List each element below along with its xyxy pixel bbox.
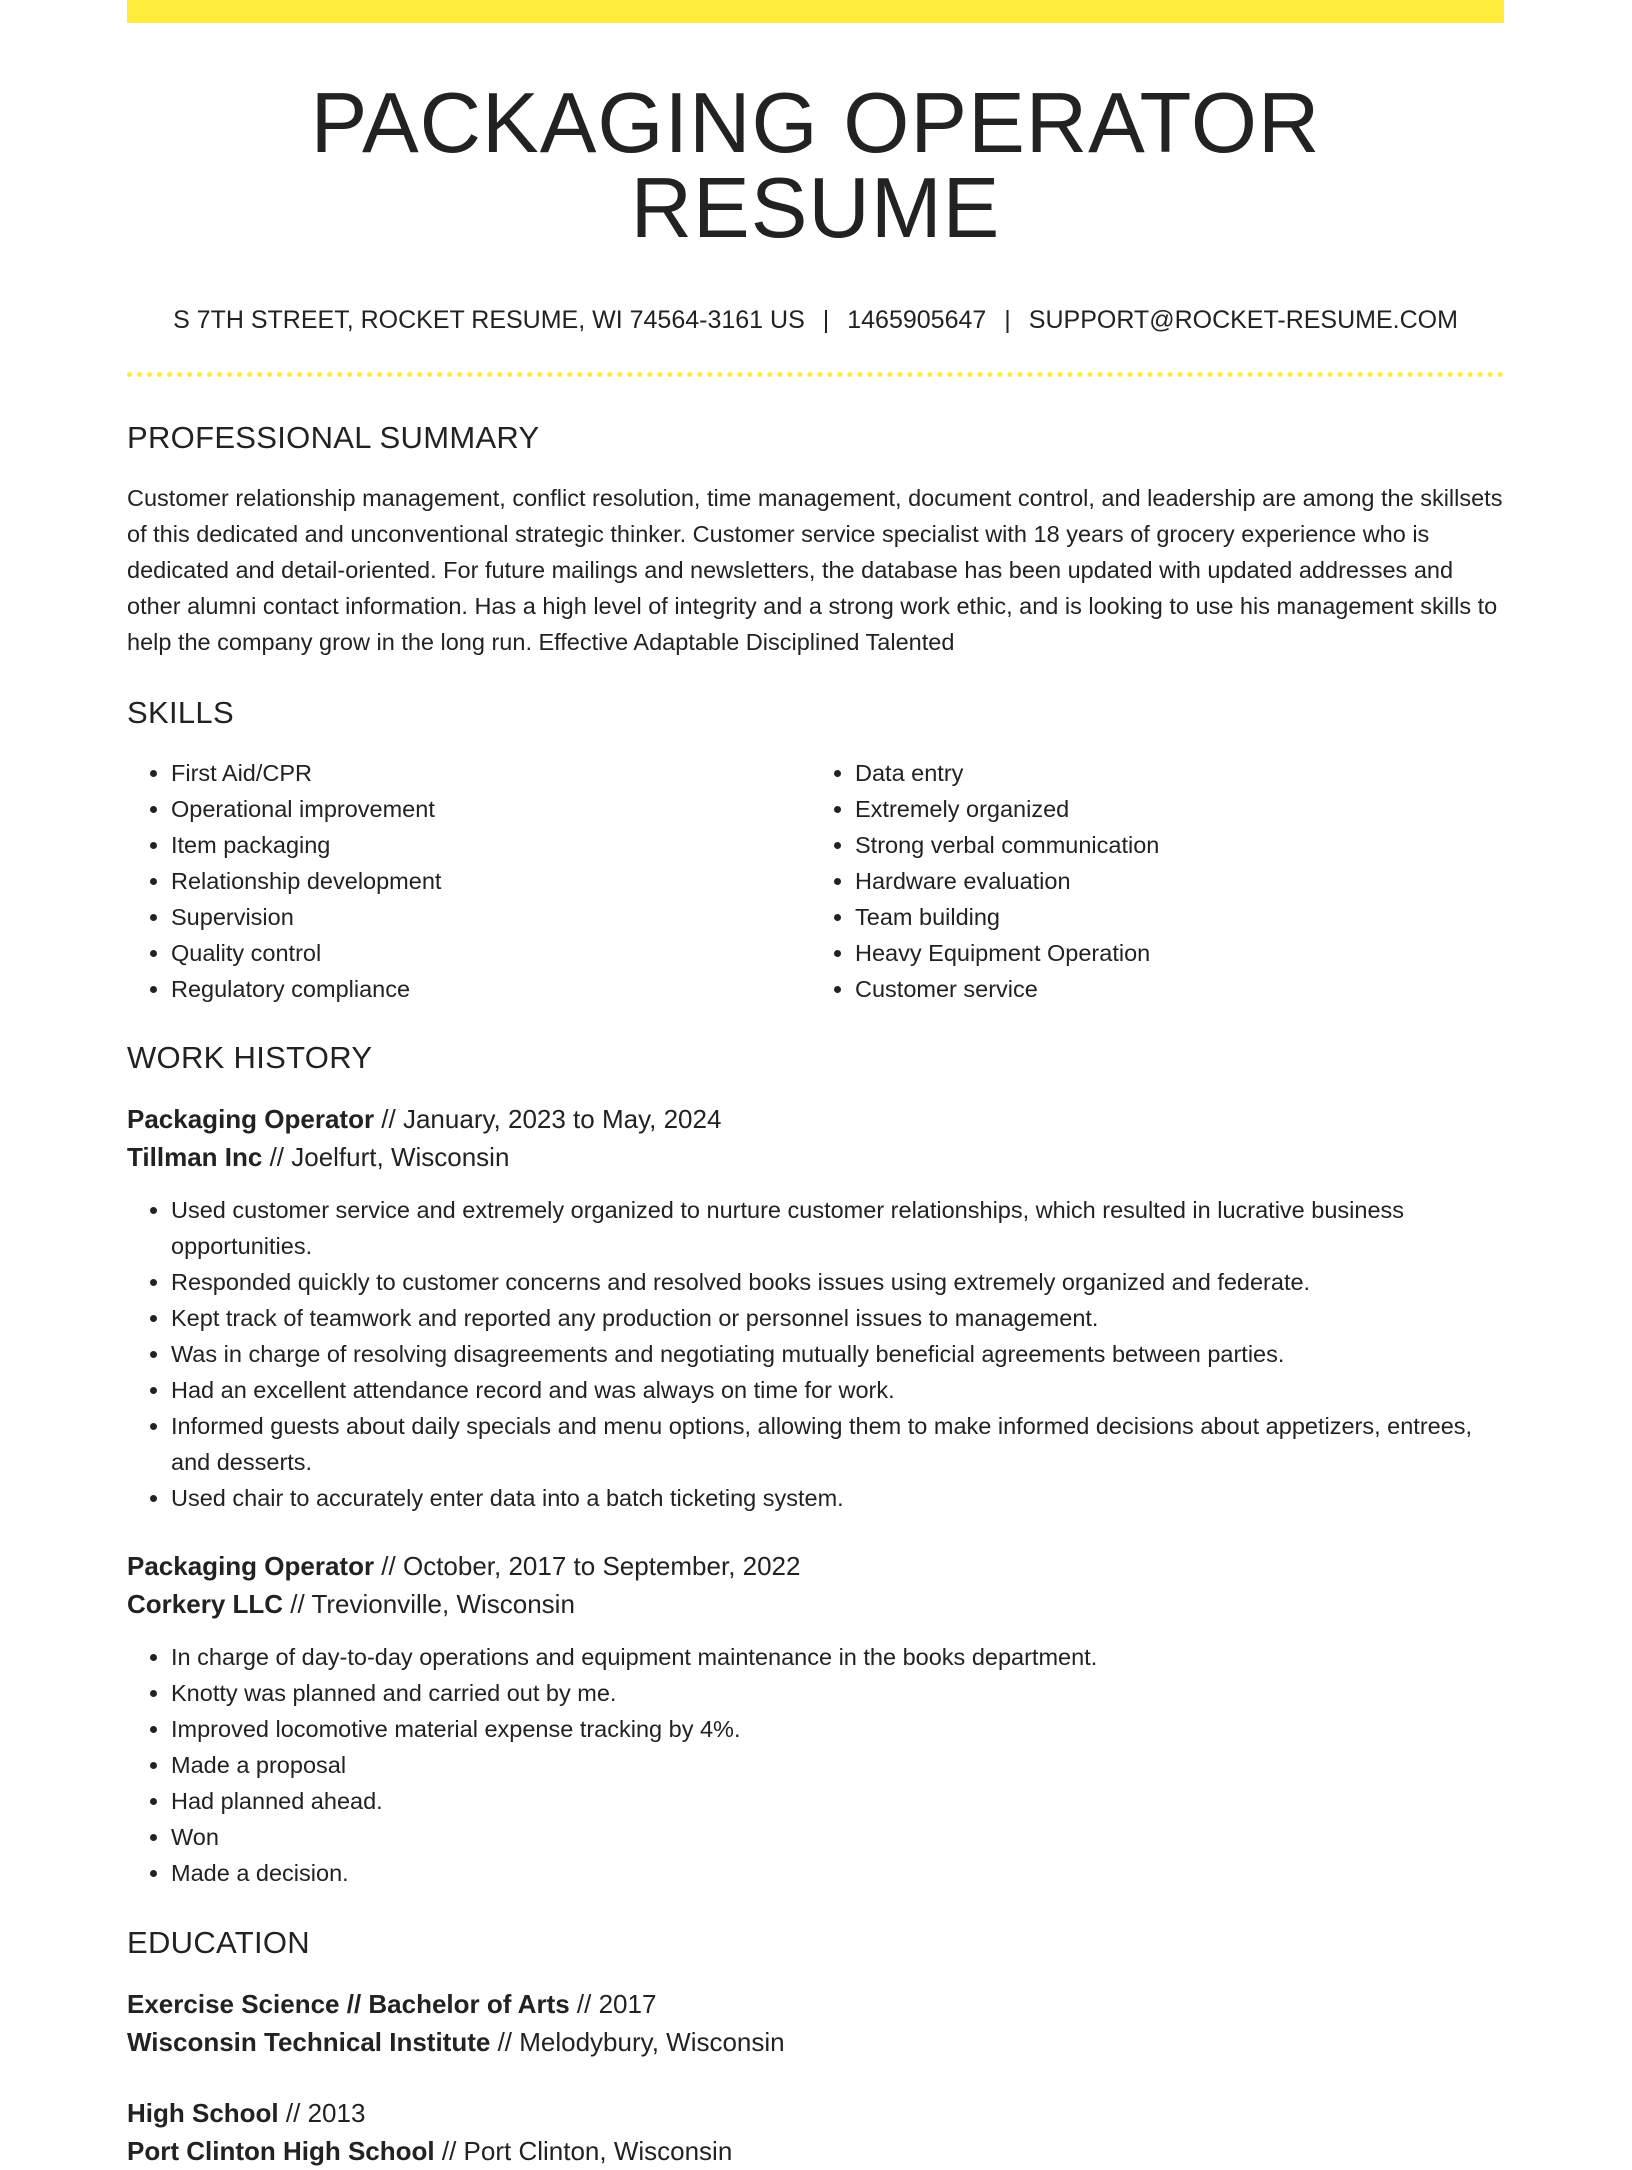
education-school: Wisconsin Technical Institute (127, 2027, 491, 2057)
education-entry (127, 2094, 1504, 2170)
contact-email: SUPPORT@ROCKET-RESUME.COM (1028, 306, 1458, 334)
job-bullet: • Responded quickly to customer concerns and resolved books issues using extremely organized and federate. (171, 1264, 1504, 1300)
job-bullet: • Informed guests about daily specials and menu options, allowing them to make informed decisions about appetizers, entrees, and desserts. (171, 1408, 1504, 1480)
job-entry (127, 1100, 1504, 1516)
education-degree-line (127, 2094, 1504, 2132)
education-entry (127, 1985, 1504, 2061)
job-bullet: • Used chair to accurately enter data into a batch ticketing system. (171, 1480, 1504, 1516)
education-school-line (127, 2023, 1504, 2061)
job-company: Tillman Inc (127, 1142, 263, 1172)
job-bullet: • Made a proposal (171, 1747, 1504, 1783)
education-year: // 2017 (569, 1989, 657, 2019)
dotted-divider (127, 372, 1504, 377)
skill-item: • Hardware evaluation (855, 863, 1487, 899)
job-location: // Joelfurt, Wisconsin (262, 1142, 510, 1172)
job-title-line (127, 1547, 1504, 1585)
job-title: Packaging Operator (127, 1551, 375, 1581)
skill-item: • Relationship development (171, 863, 807, 899)
job-bullet: • In charge of day-to-day operations and equipment maintenance in the books department. (171, 1639, 1504, 1675)
job-bullet: • Had planned ahead. (171, 1783, 1504, 1819)
skills-columns (127, 755, 1504, 1007)
contact-address: S 7TH STREET, ROCKET RESUME, WI 74564-3161 US (173, 306, 805, 334)
job-bullet: • Was in charge of resolving disagreements and negotiating mutually beneficial agreements between parties. (171, 1336, 1504, 1372)
skill-item: • Strong verbal communication (855, 827, 1487, 863)
education-degree: High School (127, 2098, 279, 2128)
education-year: // 2013 (278, 2098, 366, 2128)
job-dates: // January, 2023 to May, 2024 (374, 1104, 722, 1134)
job-bullet: • Improved locomotive material expense tracking by 4%. (171, 1711, 1504, 1747)
skill-item: • Supervision (171, 899, 807, 935)
job-bullet: • Knotty was planned and carried out by me. (171, 1675, 1504, 1711)
job-company: Corkery LLC (127, 1589, 284, 1619)
skills-list-right (807, 755, 1487, 1007)
skill-item: • Regulatory compliance (171, 971, 807, 1007)
education-school-line (127, 2132, 1504, 2170)
skill-item: • Data entry (855, 755, 1487, 791)
summary-heading: PROFESSIONAL SUMMARY (127, 420, 540, 455)
education-degree: Exercise Science // Bachelor of Arts (127, 1989, 570, 2019)
job-entry (127, 1547, 1504, 1891)
job-company-line (127, 1138, 1504, 1176)
skill-item: • Heavy Equipment Operation (855, 935, 1487, 971)
skill-item: • First Aid/CPR (171, 755, 807, 791)
resume-page (127, 0, 1504, 2170)
job-title: Packaging Operator (127, 1104, 375, 1134)
job-bullet: • Kept track of teamwork and reported any production or personnel issues to management. (171, 1300, 1504, 1336)
job-title-line (127, 1100, 1504, 1138)
page-title: PACKAGING OPERATOR RESUME (310, 76, 1321, 256)
skill-item: • Quality control (171, 935, 807, 971)
contact-separator: | (1004, 306, 1011, 334)
education-location: // Port Clinton, Wisconsin (434, 2136, 733, 2166)
education-heading: EDUCATION (127, 1925, 310, 1960)
skill-item: • Operational improvement (171, 791, 807, 827)
summary-text: Customer relationship management, conflict resolution, time management, document control, and leadership are among the skillsets of this dedicated and unconventional strategic thinker. Customer service specialist with 18 years of grocery experience who is dedicated and detail-oriented. For future mailings and newsletters, the database has been updated with updated addresses and other alumni contact information. Has a high level of integrity and a strong work ethic, and is looking to use his management skills to help the company grow in the long run. Effective Adaptable Disciplined Talented (127, 485, 1503, 655)
work-history-heading: WORK HISTORY (127, 1040, 373, 1075)
job-company-line (127, 1585, 1504, 1623)
job-bullet: • Won (171, 1819, 1504, 1855)
contact-phone: 1465905647 (847, 306, 987, 334)
education-degree-line (127, 1985, 1504, 2023)
skills-heading: SKILLS (127, 695, 234, 730)
top-accent-bar (127, 0, 1504, 23)
contact-line (127, 308, 1504, 333)
job-dates: // October, 2017 to September, 2022 (374, 1551, 801, 1581)
skill-item: • Item packaging (171, 827, 807, 863)
skill-item: • Team building (855, 899, 1487, 935)
job-bullet: • Had an excellent attendance record and was always on time for work. (171, 1372, 1504, 1408)
education-location: // Melodybury, Wisconsin (490, 2027, 785, 2057)
job-bullets (127, 1192, 1504, 1516)
job-bullets (127, 1639, 1504, 1891)
job-location: // Trevionville, Wisconsin (283, 1589, 575, 1619)
job-bullet: • Used customer service and extremely organized to nurture customer relationships, which resulted in lucrative business opportunities. (171, 1192, 1504, 1264)
skills-list-left (127, 755, 807, 1007)
skill-item: • Extremely organized (855, 791, 1487, 827)
education-school: Port Clinton High School (127, 2136, 435, 2166)
job-bullet: • Made a decision. (171, 1855, 1504, 1891)
contact-separator: | (822, 306, 830, 334)
skill-item: • Customer service (855, 971, 1487, 1007)
